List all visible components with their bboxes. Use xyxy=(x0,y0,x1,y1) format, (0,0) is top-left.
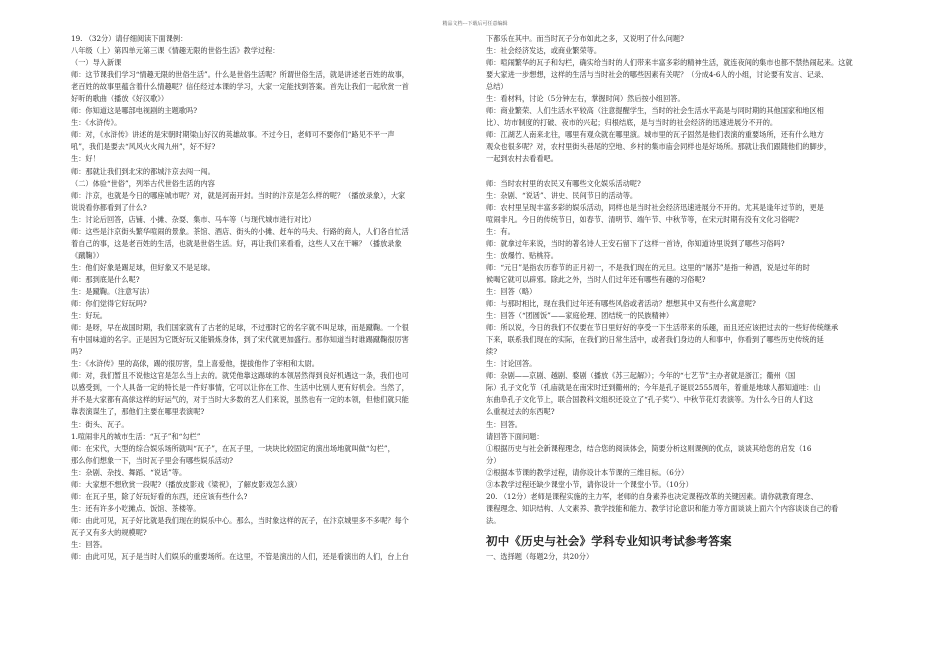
text-line: 候喝它就可以辟邪。除此之外，当时人们过年还有哪些有趣的习俗呢? xyxy=(486,274,706,284)
text-line: 师：当时农村里的农民又有哪些文化娱乐活动呢? xyxy=(486,178,641,188)
text-line: 么重视过去的东西呢? xyxy=(486,407,555,417)
text-line: 生：好！ xyxy=(71,154,100,164)
text-line: 生：《水浒传》里的高俅，踢的很厉害，皇上喜爱他，提拔他作了宰相和太尉。 xyxy=(71,359,319,369)
text-line: 课程理念、知识结构、人文素养、教学技能和能力、教学讨论意识和能力等方面谈谈上面六个内容谈谈自己的看 xyxy=(486,503,839,513)
text-line: 喧闹非凡。今日的传统节日，如春节、清明节、端午节、中秋节等，在宋元时期有没有文化习俗呢? xyxy=(486,214,799,224)
text-line: 请回答下面问题： xyxy=(486,431,544,441)
text-line: 20. （12分）老师是课程实施的主力军，老师的自身素养也决定课程改革的关键因素。请你就教育理念、 xyxy=(486,491,818,501)
text-line: 师：“元日”是指农历春节的正月初一，不是我们现在的元旦。这里的“屠苏”是指一种酒，说是过年的时 xyxy=(486,262,810,272)
text-line: 师：在宋代，大型的综合娱乐场所就叫“瓦子”，在瓦子里，一块块比较固定的演出场地就叫做“勾栏”， xyxy=(71,443,395,453)
text-line: 师：就拿过年来说，当时的著名诗人王安石留下了这样一首诗，你知道诗里说到了哪些习俗吗? xyxy=(486,238,785,248)
text-line: ①根据历史与社会新课程理念，结合您的阅读体会，简要分析这则课例的优点，谈谈其给您的启发（16 xyxy=(486,443,812,453)
text-line: 师：是呀，早在战国时期，我们国家就有了古老的足球，不过那时它的名字就不叫足球，而是蹴鞠。一个很 xyxy=(71,323,409,333)
text-line: 生：回答（略） xyxy=(486,286,537,296)
text-line: 师：所以说，今日的我们不仅要在节日里好好的享受一下生活带来的乐趣，而且还应该把过去的一些好传统继承 xyxy=(486,323,839,333)
text-line: 以感受到，一个人具备一定的特长是一件好事情，它可以让你在工作、生活中比别人更有好机会。当然了， xyxy=(71,383,409,393)
text-line: 生：好玩。 xyxy=(71,311,107,321)
text-line: 吼”，我们是要去“风风火火闯九州”，好不好? xyxy=(71,142,216,152)
text-line: 师：大家想不想欣赏一段呢?（播放皮影戏《梁祝》，了解皮影戏怎么演） xyxy=(71,479,302,489)
text-line: 好听的歌曲（播放《好汉歌》） xyxy=(71,94,169,104)
text-line: 生：他们好象是踢足球，但好象又不是足球。 xyxy=(71,262,215,272)
text-line: （二）体验“世俗”，列举古代世俗生活的内容 xyxy=(71,178,215,188)
text-line: 师：对，《水浒传》讲述的是宋朝时期梁山好汉的英雄故事。不过今日，老师可不要你们“路见不平一声 xyxy=(71,130,395,140)
text-line: 师：杂剧——京剧、越剧、婺剧（播放《苏三起解》）；今年的“七艺节”主办者就是浙江；衢州（国 xyxy=(486,371,796,381)
text-line: 师：对，我们暂且不说他这官是怎么当上去的。就凭他靠这踢球的本领居然得到良好机遇这一条，我们也可 xyxy=(71,371,409,381)
text-line: 师：在瓦子里，除了好玩好看的东西，还应该有些什么? xyxy=(71,491,248,501)
text-line: 生：街头、瓦子。 xyxy=(71,419,129,429)
page-header: 精品文档---下载后可任意编辑 xyxy=(442,21,508,27)
text-line: 生：杂剧、“说话”、讲史、民间节日的活动等。 xyxy=(486,190,638,200)
text-line: （一）导入新课 xyxy=(71,58,122,68)
right-column-text xyxy=(486,33,878,527)
text-line: 续? xyxy=(486,347,498,357)
text-line: 师：你们觉得它好玩吗? xyxy=(71,299,147,309)
text-line: 八年级（上）第四单元第三课《情趣无限的世俗生活》教学过程： xyxy=(71,46,280,56)
text-line: ③本教学过程还缺少课堂小节，请你设计一个课堂小节。（10分） xyxy=(486,479,693,489)
text-line: 生：还有许多小吃摊点、饭馆、茶楼等。 xyxy=(71,503,201,513)
text-line: 着自己的事，这是老百姓的生活，也就是世俗生活。好，再让我们来看看，这些人又在干嘛？（播放录象 xyxy=(71,238,402,248)
text-line: 生：回答。 xyxy=(486,419,522,429)
text-line: 生：回答。 xyxy=(71,539,107,549)
text-line: 观众也很多呢？对，农村里街头巷尾的空地、乡村的集市庙会同样也是好场所。那就让我们跟随他们的脚步， xyxy=(486,142,832,152)
text-line: 分） xyxy=(486,455,501,465)
answer-key-subtitle: 一、选择题（每题2分，共20分） xyxy=(486,551,594,561)
text-line: 师：与那时相比，现在我们过年还有哪些风俗或者活动？想想其中又有些什么寓意呢? xyxy=(486,299,756,309)
text-line: 要大家进一步想想，这样的生活与当时社会的哪些因素有关呢？（分成4-6人的小组，讨论要有发言、记录、 xyxy=(486,70,829,80)
text-line: 生：看材料，讨论（5分钟左右，掌握时间）然后按小组回答。 xyxy=(486,94,685,104)
left-column xyxy=(71,33,463,563)
text-line: 师：江湖艺人南来北往，哪里有观众就在哪里演。城市里的瓦子固然是他们表演的重要场所，还有什么地方 xyxy=(486,130,824,140)
text-line: 师：由此可见，瓦子是当时人们娱乐的重要场所。在这里，不管是演出的人们，还是看演出的人们，台上台 xyxy=(71,552,409,562)
text-line: 生：是蹴鞠。（注意写法） xyxy=(71,286,154,296)
text-line: 师：农村里呈现丰富多彩的娱乐活动，同样也是当时社会经济迅速进展分不开的。尤其是逢年过节的，更是 xyxy=(486,202,824,212)
text-line: 生：《水浒传》。 xyxy=(71,118,122,128)
text-line: ②根据本节课的教学过程，请你设计本节课的三维目标。（6分） xyxy=(486,467,689,477)
text-line: 那么你们想象一下，当时瓦子里会有哪些娱乐活动? xyxy=(71,455,233,465)
text-line: 靠表演谋生了，那他们主要在哪里表演呢? xyxy=(71,407,205,417)
text-line xyxy=(486,166,878,178)
text-line: 生：回答（“团圆饭”——家庭伦理、团结统一的民族精神） xyxy=(486,311,674,321)
text-line: 东曲阜孔子文化节上，联合国教科文组织还设立了“孔子奖”）、中秋节花灯表演等。为什么今日的人们这 xyxy=(486,395,814,405)
text-line: 一起到农村去看看吧。 xyxy=(486,154,558,164)
text-line: 师：这节课我们学习“情趣无限的世俗生活”。什么是世俗生活呢？所谓世俗生活，就是讲述老百姓的故事， xyxy=(71,70,409,80)
right-column xyxy=(486,33,878,563)
text-line: 际）孔子文化节（孔庙就是在南宋时迁到衢州的；今年是孔子诞辰2555周年，着重是地球人都知道哇：山 xyxy=(486,383,821,393)
text-line: 师：商业繁荣、人们生活水平较高（注意提醒学生，当时的社会生活水平高是与同时期的其他国家和地区相 xyxy=(486,106,824,116)
text-line: 并不是大家都有高俅这样的好运气的，对于当时大多数的艺人们来说，虽然也有一定的本领，但他们就只能 xyxy=(71,395,409,405)
text-line: 1.喧闹非凡的城市生活：“瓦子”和“勾栏” xyxy=(71,431,201,441)
text-line: 师：喧闹繁华的瓦子和勾栏，确实给当时的人们带来丰富多彩的精神生活，就连夜间的集市也都不禁热闹起来。这就 xyxy=(486,58,853,68)
text-line: 比）、坊市制度的打破、夜市的兴起；归根结底，是与当时的社会经济的迅速进展分不开的。 xyxy=(486,118,778,128)
text-line: 生：讨论回答。 xyxy=(486,359,537,369)
text-line: 《蹴鞠》） xyxy=(71,250,104,260)
text-line: 吗? xyxy=(71,347,83,357)
answer-key-title: 初中《历史与社会》学科专业知识考试参考答案 xyxy=(486,533,732,548)
text-line: 师：那就让我们到北宋的都城汴京去闯一闯。 xyxy=(71,166,215,176)
text-line: 下都乐在其中。而当时瓦子分布如此之多，又说明了什么问题? xyxy=(486,34,684,43)
text-line: 瓦子又有多大的规模呢? xyxy=(71,527,147,537)
text-line: 19. （32分）请仔细阅读下面课例： xyxy=(71,34,188,43)
text-line: 师：由此可见，瓦子好比就是我们现在的娱乐中心。那么，当时象这样的瓦子，在汴京城里多不多呢？每个 xyxy=(71,515,409,525)
text-line: 生：社会经济发达，或商业繁荣等。 xyxy=(486,46,602,56)
text-line: 师：汴京，也就是今日的哪座城市呢？对，就是河南开封。当时的汴京是怎么样的呢？（播放录象），大家 xyxy=(71,190,406,200)
text-line: 下来，联系我们现在的实际，在我们的日常生活中，或者我们身边的人和事中，你看到了哪些历史传统的延 xyxy=(486,335,824,345)
text-line: 生：杂剧、杂技、舞蹈、“说话”等。 xyxy=(71,467,187,477)
text-line: 师：这些是汴京街头繁华喧闹的景象。茶馆、酒店、街头的小摊、赶车的马夫、行路的商人，人们各自忙活 xyxy=(71,226,409,236)
text-line: 生：讨论后回答，店铺、小摊、杂耍、集市、马车等（与现代城市进行对比） xyxy=(71,214,316,224)
text-line: 有中国味道的名字。正是因为它既好玩又能锻炼身体，到了宋代就更加盛行。那你知道当时谁踢蹴鞠很厉害 xyxy=(71,335,409,345)
text-line: 法。 xyxy=(486,515,501,525)
text-line: 师：那到底是什么呢? xyxy=(71,274,140,284)
text-line: 老百姓的故事里蕴含着什么情趣呢？信任经过本课的学习，大家一定能找到答案。首先让我们一起欣赏一首 xyxy=(71,82,409,92)
text-line: 师：你知道这是哪部电视剧的主题歌吗? xyxy=(71,106,198,116)
text-line: 生：有。 xyxy=(486,226,515,236)
text-line: 生：放爆竹、贴桃符。 xyxy=(486,250,558,260)
text-line: 说说看你都看到了什么? xyxy=(71,202,147,212)
text-line: 总结） xyxy=(486,82,508,92)
